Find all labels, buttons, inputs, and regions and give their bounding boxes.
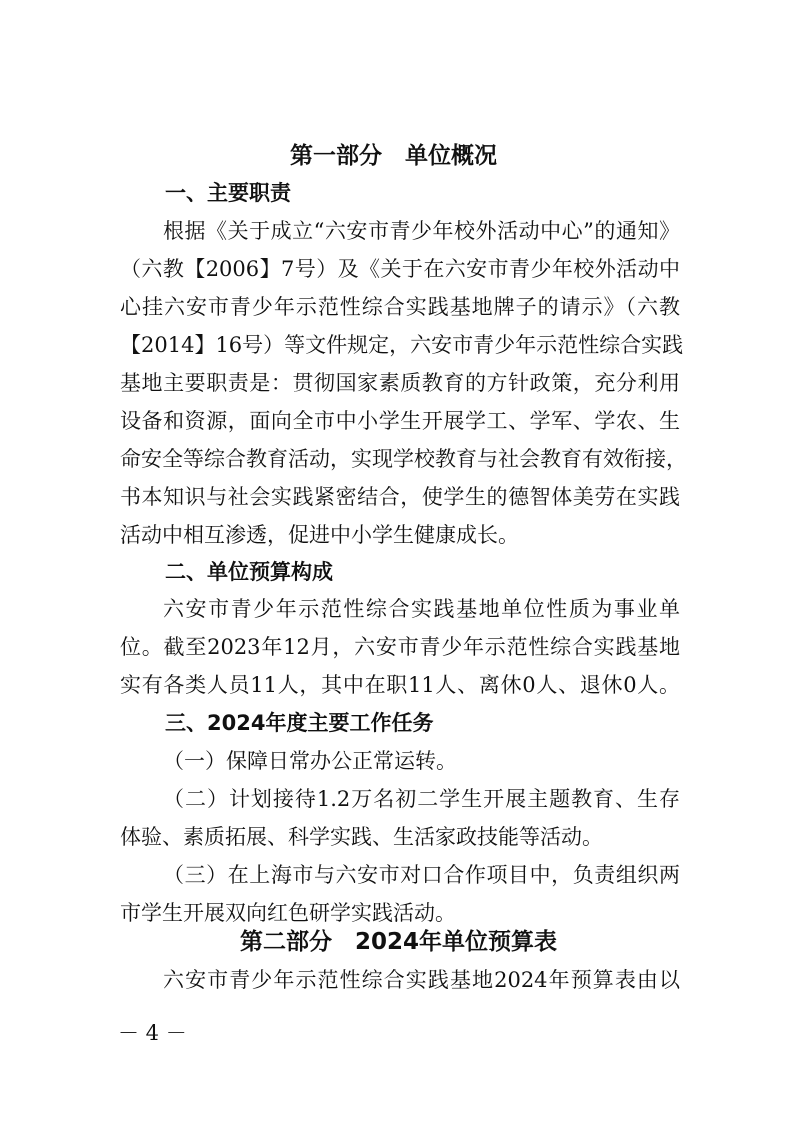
section3-item-3-line-1: （三）在上海市与六安市对口合作项目中，负责组织两	[163, 863, 680, 887]
section1-line-6: 设备和资源，面向全市中小学生开展学工、学军、学农、生	[120, 409, 680, 433]
part2-title: 第二部分 2024年单位预算表	[240, 929, 558, 955]
section2-heading: 二、单位预算构成	[165, 560, 333, 584]
section3-item-2-line-1: （二）计划接待1.2万名初二学生开展主题教育、生存	[163, 787, 680, 811]
section1-line-9: 活动中相互渗透，促进中小学生健康成长。	[120, 523, 519, 547]
section3-heading: 三、2024年度主要工作任务	[165, 711, 434, 735]
section1-heading: 一、主要职责	[165, 181, 291, 205]
section1-line-4: 【2014】16号）等文件规定，六安市青少年示范性综合实践	[120, 333, 684, 357]
section1-line-2: （六教【2006】7号）及《关于在六安市青少年校外活动中	[120, 257, 680, 281]
section1-line-5: 基地主要职责是：贯彻国家素质教育的方针政策，充分利用	[120, 371, 680, 395]
section3-item-1: （一）保障日常办公正常运转。	[163, 749, 457, 773]
section2-line-2: 位。截至2023年12月，六安市青少年示范性综合实践基地	[120, 635, 680, 659]
section1-line-8: 书本知识与社会实践紧密结合，使学生的德智体美劳在实践	[120, 485, 680, 509]
part2-line-1: 六安市青少年示范性综合实践基地2024年预算表由以	[163, 968, 680, 992]
section3-item-3-line-2: 市学生开展双向红色研学实践活动。	[120, 901, 456, 925]
section2-line-3: 实有各类人员11人，其中在职11人、离休0人、退休0人。	[120, 673, 680, 697]
section1-line-7: 命安全等综合教育活动，实现学校教育与社会教育有效衔接，	[120, 447, 687, 471]
section1-line-3: 心挂六安市青少年示范性综合实践基地牌子的请示》（六教	[120, 295, 680, 319]
part1-title: 第一部分 单位概况	[290, 143, 497, 169]
section1-line-1: 根据《关于成立“六安市青少年校外活动中心”的通知》	[163, 219, 680, 243]
section3-item-2-line-2: 体验、素质拓展、科学实践、生活家政技能等活动。	[120, 825, 603, 849]
section2-line-1: 六安市青少年示范性综合实践基地单位性质为事业单	[163, 597, 680, 621]
page-number: － 4 －	[118, 1021, 187, 1045]
